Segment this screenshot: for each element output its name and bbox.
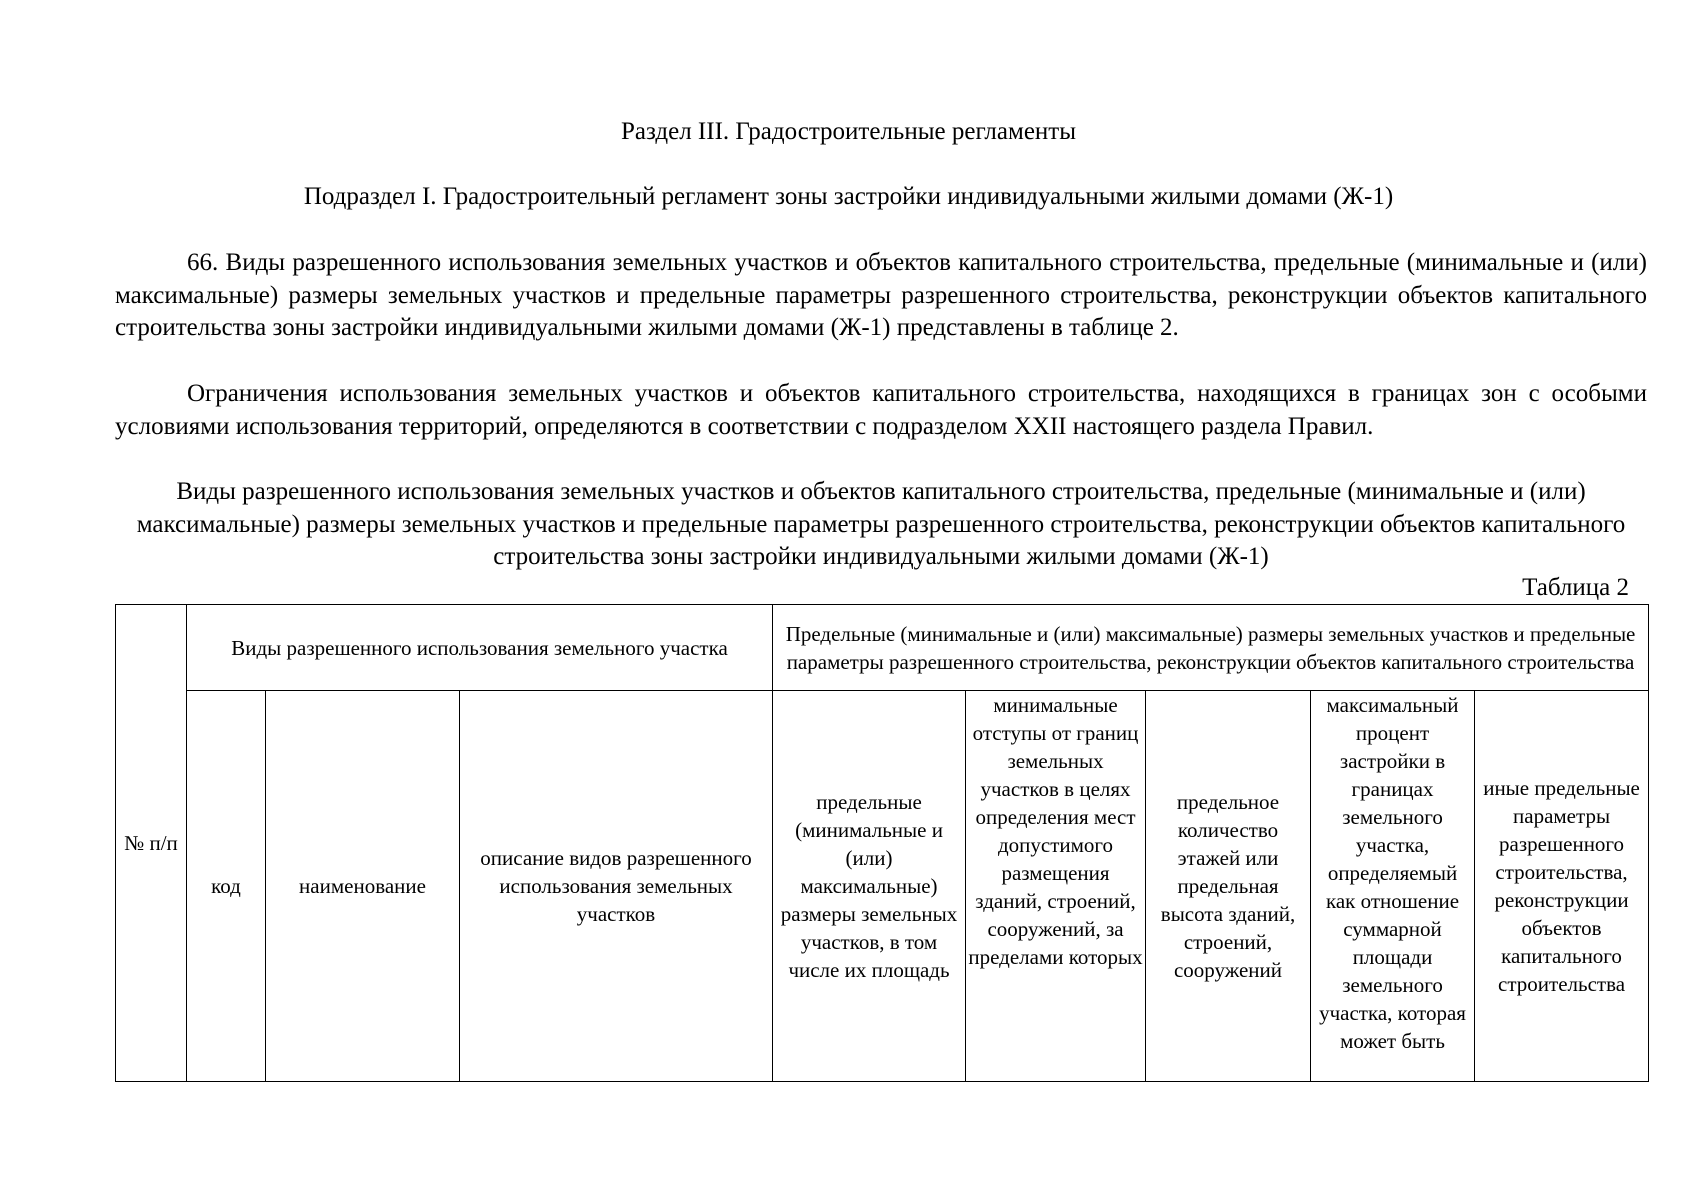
header-coverage-percent bbox=[1311, 691, 1475, 1082]
header-setbacks bbox=[966, 691, 1146, 1082]
header-setbacks-text: минимальные отступы от границ земельных участков в целях определения мест допустимого размещения зданий, строений, сооружений, за пределами которых bbox=[968, 693, 1143, 969]
regulations-table bbox=[115, 604, 1649, 1082]
table-number-label: Таблица 2 bbox=[1522, 574, 1629, 601]
header-description: описание видов разрешенного использования земельных участков bbox=[460, 691, 773, 1082]
header-coverage-text: максимальный процент застройки в границах земельного участка, определяемый как отношение суммарной площади земельного участка, которая может быть bbox=[1319, 693, 1466, 1053]
header-floors-height: предельное количество этажей или предельная высота зданий, строений, сооружений bbox=[1146, 691, 1311, 1082]
subsection-title: Подраздел I. Градостроительный регламент зоны застройки индивидуальными жилыми домами (Ж-1) bbox=[303, 183, 1394, 210]
header-plot-sizes: предельные (минимальные и (или) максимальные) размеры земельных участков, в том числе их площадь bbox=[773, 691, 966, 1082]
paragraph-66: 66. Виды разрешенного использования земельных участков и объектов капитального строительства, предельные (минимальные и (или) максимальные) размеры земельных участков и предельные параметры разрешенного строительства, реконструкции объектов капитального строительства зоны застройки индивидуальными жилыми домами (Ж-1) представлены в таблице 2. bbox=[115, 249, 1647, 341]
header-group-limit-parameters: Предельные (минимальные и (или) максимальные) размеры земельных участков и предельные параметры разрешенного строительства, реконструкции объектов капитального строительства bbox=[773, 605, 1649, 691]
header-code: код bbox=[187, 691, 266, 1082]
header-group-permitted-uses: Виды разрешенного использования земельного участка bbox=[187, 605, 773, 691]
section-title: Раздел III. Градостроительные регламенты bbox=[620, 118, 1077, 145]
table-caption: Виды разрешенного использования земельных участков и объектов капитального строительства, предельные (минимальные и (или) максимальные) размеры земельных участков и предельные параметры разрешенного строительства, реконструкции объектов капитального строительства зоны застройки индивидуальными жилыми домами (Ж-1) bbox=[136, 478, 1626, 570]
header-other-parameters: иные предельные параметры разрешенного строительства, реконструкции объектов капитального строительства bbox=[1475, 691, 1649, 1082]
header-row-number: № п/п bbox=[116, 605, 187, 1082]
header-name: наименование bbox=[266, 691, 460, 1082]
paragraph-restrictions: Ограничения использования земельных участков и объектов капитального строительства, находящихся в границах зон с особыми условиями использования территорий, определяются в соответствии с подразделом XXII настоящего раздела Правил. bbox=[115, 380, 1647, 440]
